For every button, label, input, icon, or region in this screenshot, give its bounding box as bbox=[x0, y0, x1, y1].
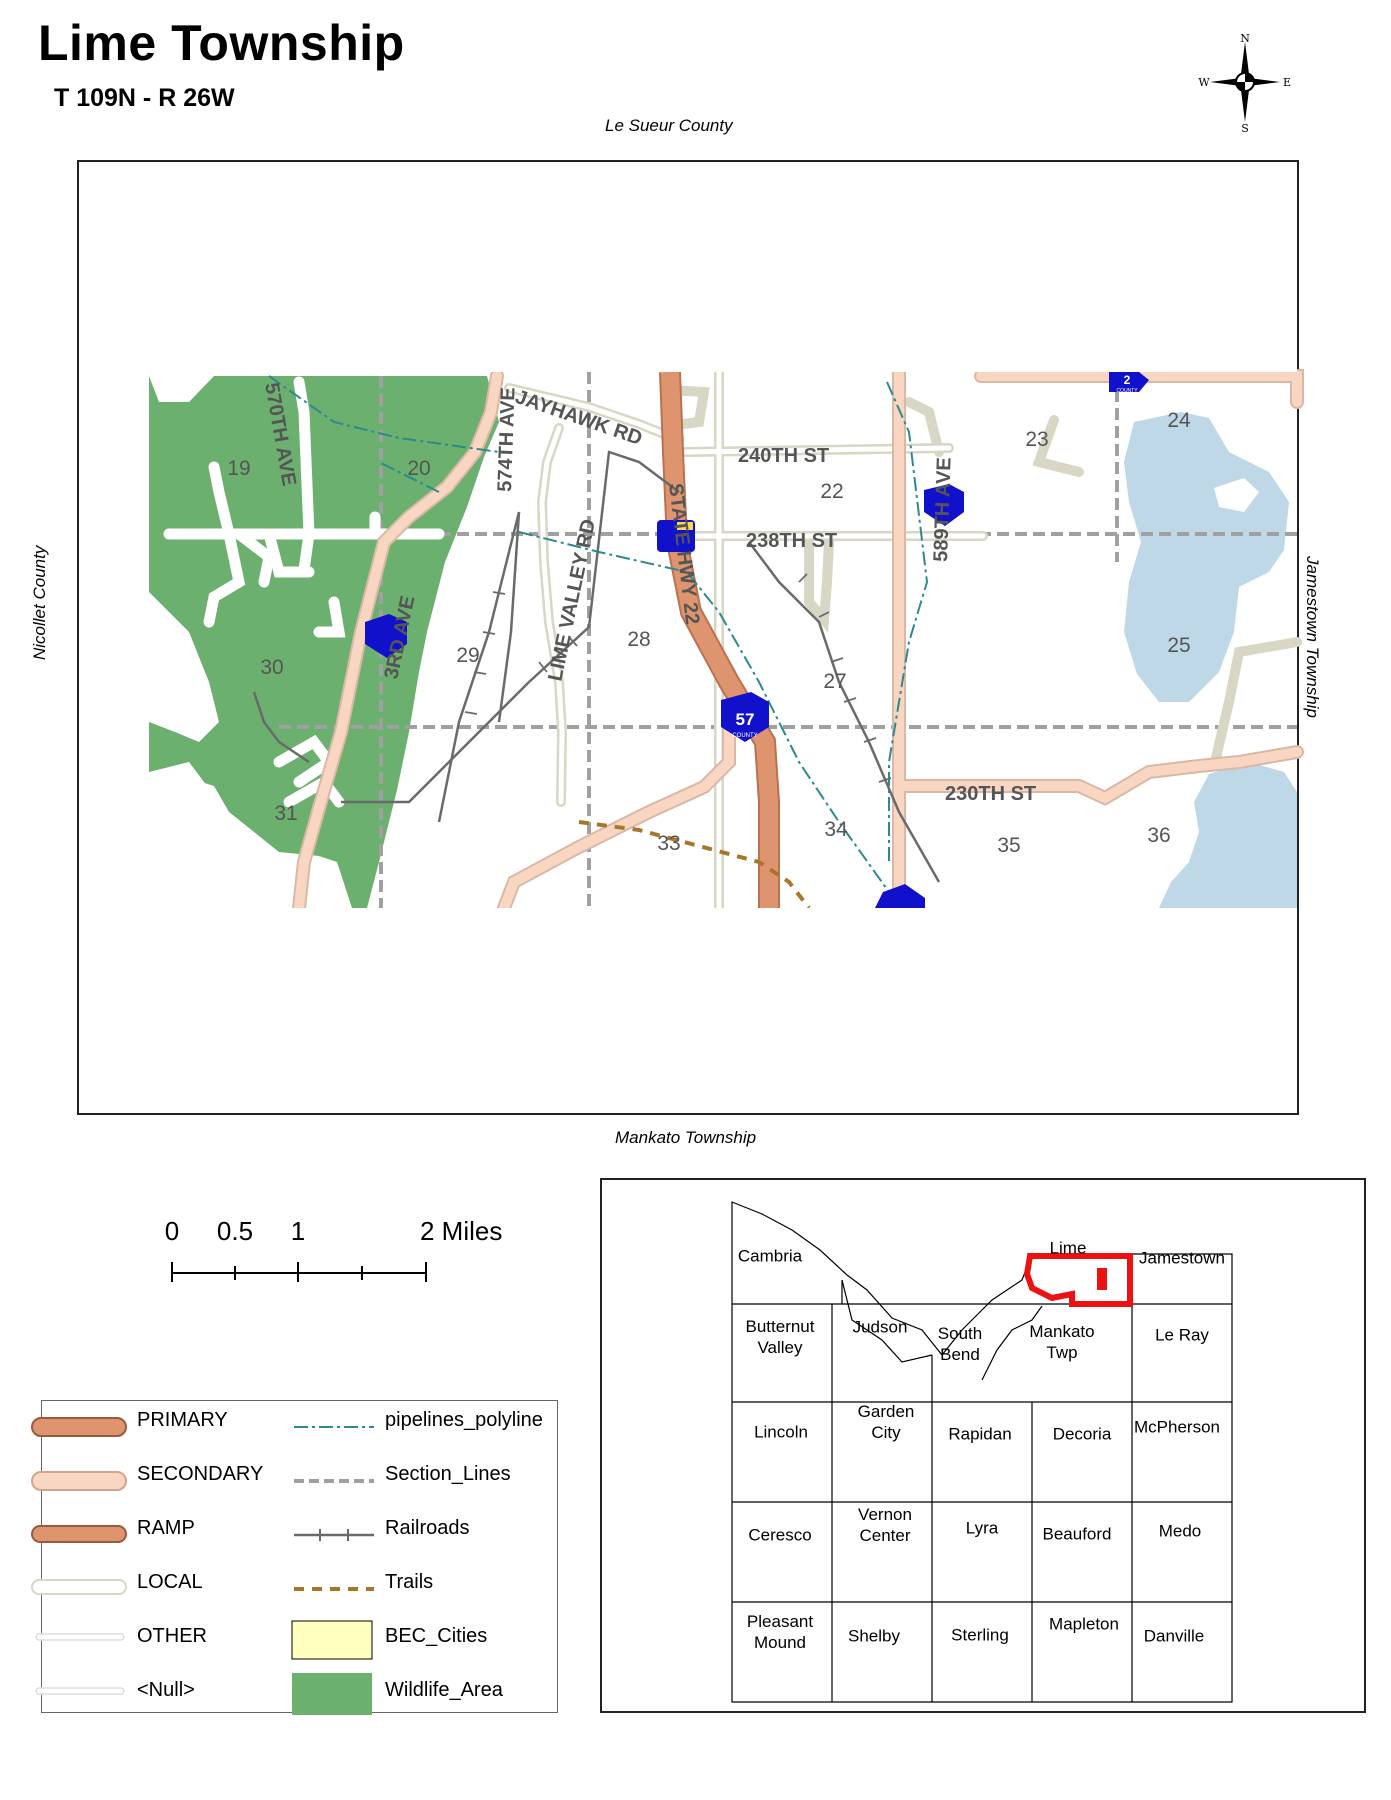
north-border-label: Le Sueur County bbox=[605, 116, 733, 135]
locator-judson: Judson bbox=[852, 1317, 908, 1337]
scale-bar bbox=[150, 1210, 550, 1290]
locator-vernon-center: Vernon Center bbox=[858, 1505, 912, 1545]
svg-text:2: 2 bbox=[1123, 373, 1131, 387]
map-frame bbox=[77, 160, 1299, 1115]
map-blank-south bbox=[79, 908, 1297, 1113]
lime-township-highlight bbox=[1027, 1256, 1130, 1304]
legend-wildlife-area: Wildlife_Area bbox=[385, 1679, 503, 1701]
compass-w: W bbox=[1198, 76, 1210, 89]
county-shield-south bbox=[875, 884, 925, 908]
svg-text:57: 57 bbox=[735, 710, 755, 729]
south-border-label: Mankato Township bbox=[615, 1128, 757, 1147]
legend-pipelines: pipelines_polyline bbox=[385, 1409, 543, 1431]
locator-decoria: Decoria bbox=[1052, 1424, 1112, 1444]
section-25: 25 bbox=[1167, 634, 1191, 657]
scale-label-0: 0 bbox=[164, 1216, 180, 1246]
locator-cambria: Cambria bbox=[737, 1246, 803, 1266]
locator-danville: Danville bbox=[1143, 1626, 1205, 1646]
locator-pleasant-mound: Pleasant Mound bbox=[746, 1612, 814, 1652]
road-label-240th-st: 240TH ST bbox=[738, 445, 830, 467]
locator-lime: Lime bbox=[1049, 1238, 1087, 1258]
compass-e: E bbox=[1282, 76, 1292, 89]
road-label-574th-ave: 574TH AVE bbox=[494, 386, 520, 493]
road-label-3rd-ave: 3RD AVE bbox=[380, 593, 420, 682]
locator-mankato-twp: Mankato Twp bbox=[1029, 1322, 1095, 1362]
locator-sterling: Sterling bbox=[951, 1625, 1009, 1645]
section-27: 27 bbox=[823, 670, 847, 693]
section-23: 23 bbox=[1025, 428, 1049, 451]
svg-text:COUNTY: COUNTY bbox=[732, 733, 758, 739]
legend-section-lines: Section_Lines bbox=[385, 1463, 511, 1485]
locator-map bbox=[600, 1178, 1366, 1713]
section-33: 33 bbox=[657, 832, 681, 855]
compass-rose-icon bbox=[1198, 32, 1292, 135]
east-border-label: Jamestown Township bbox=[1303, 556, 1322, 718]
section-36: 36 bbox=[1147, 824, 1171, 847]
locator-butternut-valley: Butternut Valley bbox=[745, 1317, 815, 1357]
west-border-label: Nicollet County bbox=[30, 545, 49, 660]
lake-north bbox=[1124, 412, 1289, 702]
road-label-238th-st: 238TH ST bbox=[746, 530, 838, 552]
legend-primary: PRIMARY bbox=[137, 1409, 228, 1431]
section-22: 22 bbox=[820, 480, 844, 503]
locator-mapleton: Mapleton bbox=[1049, 1614, 1119, 1634]
locator-lyra: Lyra bbox=[965, 1518, 999, 1538]
legend-left-symbols bbox=[30, 1409, 140, 1709]
locator-lincoln: Lincoln bbox=[754, 1422, 808, 1442]
map-blank-north bbox=[79, 162, 1297, 372]
scale-label-1: 1 bbox=[290, 1216, 306, 1246]
township-map bbox=[79, 162, 1297, 1113]
locator-mcpherson: McPherson bbox=[1134, 1417, 1220, 1437]
locator-beauford: Beauford bbox=[1042, 1524, 1112, 1544]
legend-other: OTHER bbox=[137, 1625, 207, 1647]
locator-rapidan: Rapidan bbox=[948, 1424, 1012, 1444]
compass-s: S bbox=[1241, 122, 1249, 135]
section-30: 30 bbox=[260, 656, 284, 679]
wildlife-area bbox=[149, 376, 499, 908]
legend-ramp: RAMP bbox=[137, 1517, 195, 1539]
road-label-570th-ave: 570TH AVE bbox=[260, 381, 300, 488]
section-28: 28 bbox=[627, 628, 651, 651]
road-label-jayhawk: JAYHAWK RD bbox=[512, 385, 645, 450]
legend-secondary: SECONDARY bbox=[137, 1463, 264, 1485]
svg-text:COUNTY: COUNTY bbox=[1116, 388, 1138, 394]
scale-label-2: 2 Miles bbox=[420, 1216, 503, 1246]
legend-bec-cities: BEC_Cities bbox=[385, 1625, 488, 1647]
section-31: 31 bbox=[274, 802, 298, 825]
locator-garden-city: Garden City bbox=[857, 1402, 915, 1442]
lake-south bbox=[1159, 762, 1297, 908]
section-35: 35 bbox=[997, 834, 1021, 857]
locator-shelby: Shelby bbox=[848, 1626, 900, 1646]
locator-south-bend: South Bend bbox=[937, 1324, 983, 1364]
road-label-230th-st: 230TH ST bbox=[945, 783, 1037, 805]
map-legend bbox=[41, 1400, 558, 1713]
scale-label-0-5: 0.5 bbox=[216, 1216, 254, 1246]
locator-jamestown: Jamestown bbox=[1139, 1248, 1225, 1268]
section-29: 29 bbox=[456, 644, 480, 667]
legend-null: <Null> bbox=[137, 1679, 195, 1701]
legend-right-symbols bbox=[290, 1409, 380, 1709]
section-24: 24 bbox=[1167, 409, 1191, 432]
compass-n: N bbox=[1240, 32, 1250, 45]
locator-ceresco: Ceresco bbox=[748, 1525, 812, 1545]
section-34: 34 bbox=[824, 818, 848, 841]
locator-le-ray: Le Ray bbox=[1155, 1325, 1209, 1345]
section-19: 19 bbox=[227, 457, 251, 480]
county-shield-2 bbox=[1109, 372, 1149, 394]
road-label-589th-ave: 589TH AVE bbox=[930, 456, 956, 563]
section-20: 20 bbox=[407, 457, 431, 480]
road-label-hwy-22: STATE HWY 22 bbox=[664, 481, 704, 626]
legend-railroads: Railroads bbox=[385, 1517, 470, 1539]
legend-trails: Trails bbox=[385, 1571, 434, 1593]
legend-local: LOCAL bbox=[137, 1571, 203, 1593]
locator-medo: Medo bbox=[1158, 1521, 1202, 1541]
map-subtitle: T 109N - R 26W bbox=[54, 84, 235, 112]
road-label-lime-valley: LIME VALLEY RD bbox=[544, 517, 601, 684]
map-title: Lime Township bbox=[38, 15, 405, 71]
